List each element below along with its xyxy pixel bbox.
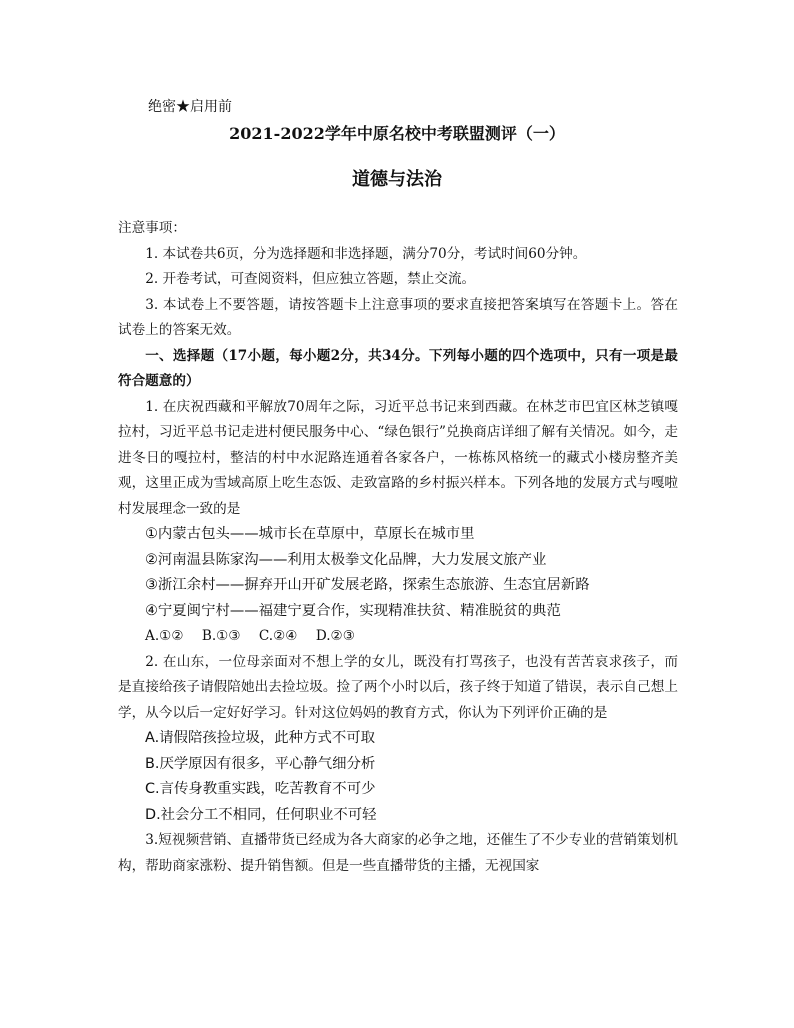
question-2-option: B.厌学原因有很多，平心静气细分析: [145, 755, 376, 772]
note-item-3: 3. 本试卷上不要答题，请按答题卡上注意事项的要求直接把答案填写在答题卡上。答在试卷上的答案无效。: [118, 296, 678, 338]
question-1-option: ④宁夏闽宁村——福建宁夏合作，实现精准扶贫、精准脱贫的典范: [145, 602, 561, 619]
question-2-option: A.请假陪孩捡垃圾，此种方式不可取: [145, 730, 376, 746]
choice-d: D.②③: [315, 628, 355, 644]
question-1-option: ③浙江余村——摒弃开山开矿发展老路，探索生态旅游、生态宜居新路: [145, 577, 590, 593]
question-1-stem: 1. 在庆祝西藏和平解放70周年之际，习近平总书记来到西藏。在林芝市巴宜区林芝镇嘎拉村，习近平总书记走进村便民服务中心、“绿色银行”兑换商店详细了解有关情况。如今，走进冬日的嘎拉村，整洁的村中水泥路连通着各家各户，一栋栋风格统一的藏式小楼房整齐美观，这里正成为雪域高原上吃生态饭、走致富路的乡村振兴样本。下列各地的发展方式与嘎啦村发展理念一致的是: [118, 398, 678, 517]
question-1-option: ②河南温县陈家沟——利用太极拳文化品牌，大力发展文旅产业: [145, 551, 547, 568]
section-heading: 一、选择题（17小题，每小题2分，共34分。下列每小题的四个选项中，只有一项是最符合题意的）: [118, 347, 678, 389]
question-2-stem: 2. 在山东，一位母亲面对不想上学的女儿，既没有打骂孩子，也没有苦苦哀求孩子，而是直接给孩子请假陪她出去捡垃圾。捡了两个小时以后，孩子终于知道了错误，表示自己想上学，从今以后一定好好学习。针对这位妈妈的教育方式，你认为下列评价正确的是: [118, 653, 678, 721]
secret-label: 绝密★启用前: [148, 99, 232, 115]
subject-title: 道德与法治: [352, 169, 442, 190]
exam-body: [118, 216, 678, 879]
question-2-option: D.社会分工不相同，任何职业不可轻: [145, 806, 377, 823]
notes-heading: 注意事项：: [118, 220, 186, 236]
choice-a: A.①②: [145, 628, 184, 644]
note-item-2: 2. 开卷考试，可查阅资料，但应独立答题，禁止交流。: [145, 271, 476, 287]
question-1-choices: [118, 624, 678, 650]
choice-c: C.②④: [258, 628, 298, 644]
choice-b: B.①③: [201, 628, 241, 644]
note-item-1: 1. 本试卷共6页，分为选择题和非选择题，满分70分，考试时间60分钟。: [145, 245, 587, 262]
question-2-option: C.言传身教重实践，吃苦教育不可少: [145, 781, 376, 797]
exam-title: 2021-2022学年中原名校中考联盟测评（一）: [229, 124, 565, 143]
question-3-stem: 3.短视频营销、直播带货已经成为各大商家的必争之地，还催生了不少专业的营销策划机构，帮助商家涨粉、提升销售额。但是一些直播带货的主播，无视国家: [118, 832, 678, 874]
question-1-option: ①内蒙古包头——城市长在草原中，草原长在城市里: [145, 526, 475, 542]
